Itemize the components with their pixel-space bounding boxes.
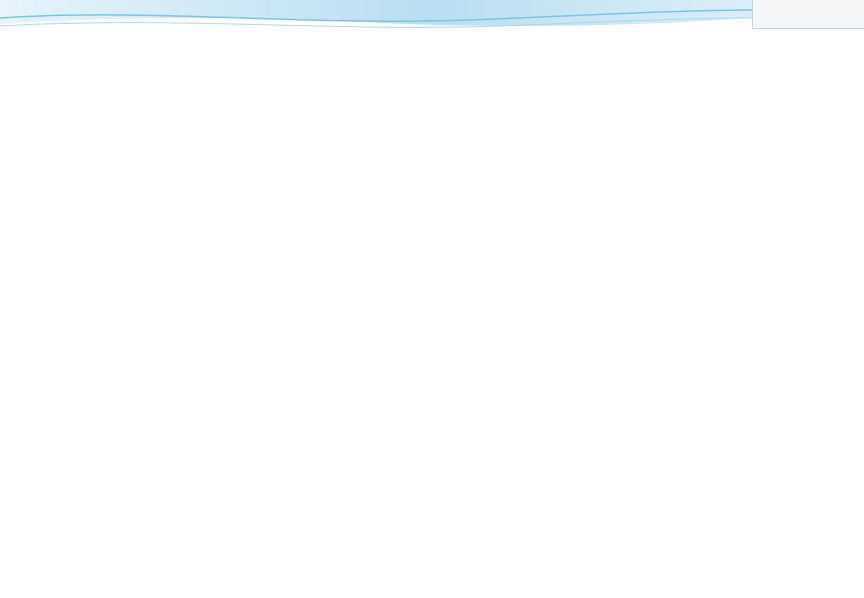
author-logo [752,0,864,29]
composition-text-panel [411,70,851,72]
colostrum-composition-chart [0,170,410,580]
decorative-wave-banner [0,0,864,40]
